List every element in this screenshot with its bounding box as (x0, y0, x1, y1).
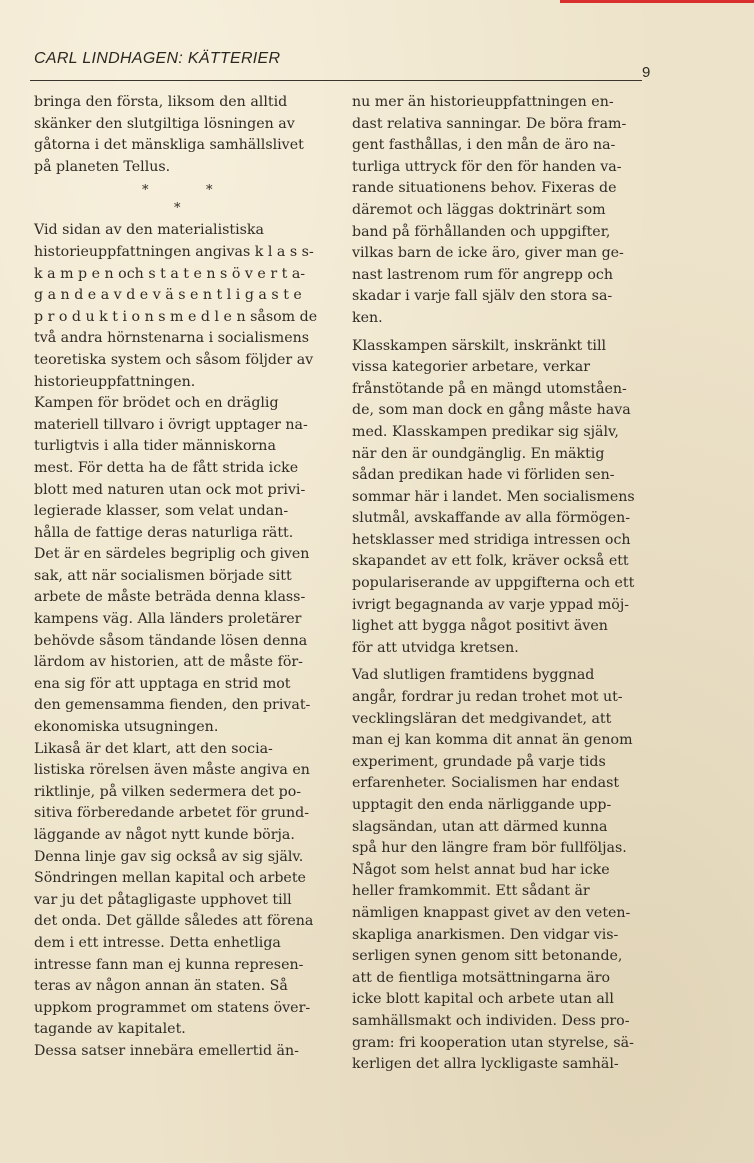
paragraph: Vad slutligen framtidens byggnad angår, fordrar ju redan trohet mot ut- vecklingsläran det medgivandet, att man ej kan komma dit annat än genom experiment, grundade på varje tids erfarenheter. Socialismen har endast upptagit den enda närliggande upp- slagsändan, utan att därmed kunna spå hur den längre fram bör fullföljas. Något som helst annat bud har icke heller framkommit. Ett sådant är nämligen knappast givet av den veten- skapliga anarkismen. Den vidgar vis- serligen synen genom sitt betonande, att de fientliga motsättningarna äro icke blott kapital och arbete utan all samhällsmakt och individen. Dess pro- gram: fri kooperation utan styrelse, sä- kerligen det allra lyckligaste samhäl- (352, 667, 634, 1073)
paragraph: Dessa satser innebära emellertid än- (34, 1042, 299, 1059)
paragraph: Likaså är det klart, att den socia- listiska rörelsen även måste angiva en riktlinje, på vilken sedermera det po- sitiva förberedande arbetet för grund- läggande av något nytt kunde börja. Denna linje gav sig också av sig själv. Söndringen mellan kapital och arbete var ju det påtagligaste upphovet till det onda. Det gällde således att förena dem i ett intresse. Detta enhetliga intresse fann man ej kunna represen- teras av någon annan än staten. Så uppkom programmet om statens över- tagande av kapitalet. (34, 740, 314, 1038)
left-column (34, 92, 328, 1063)
header-rule (30, 80, 642, 81)
asterisk-divider-mark: * (206, 183, 213, 199)
paragraph: Kampen för brödet och en dräglig materiell tillvaro i övrigt upptager na- turligtvis i alla tider människorna mest. För detta ha de fått strida icke blott med naturen utan ock mot privi- legierade klasser, som velat undan- hålla de fattige deras naturliga rätt. Det är en särdeles begriplig och given sak, att när socialismen började sitt arbete de måste beträda denna klass- kampens väg. Alla länders proletärer behövde såsom tändande lösen denna lärdom av historien, att de måste för- ena sig för att upptaga en strid mot den gemensamma fienden, den privat- ekonomiska utsugningen. (34, 395, 311, 736)
paragraph: nu mer än historieuppfattningen en- dast relativa sanningar. De böra fram- gent fasthållas, i den mån de äro na- turliga uttryck för den för handen va- rande situationens behov. Fixeras de däremot och läggas doktrinärt som band på förhållanden och uppgifter, vilkas barn de icke äro, giver man ge- nast lastrenom rum för angrepp och skadar i varje fall själv den stora sa- ken. (352, 94, 627, 326)
right-column (352, 92, 650, 1076)
running-head: CARL LINDHAGEN: KÄTTERIER (34, 50, 281, 67)
paragraph: bringa den första, liksom den alltid skänker den slutgiltiga lösningen av gåtorna i det mänskliga samhällslivet på planeten Tellus. (34, 94, 304, 175)
page-number: 9 (642, 64, 651, 81)
top-edge-strip (560, 0, 754, 3)
paragraph: Vid sidan av den materialistiska historieuppfattningen angivas k l a s s- k a m p e n och s t a t e n s ö v e r t a- g a n d e a v d e v ä s e n t l i g a s t e p r o d u k t i o n s m e d l e n såsom de två andra hörnstenarna i socialismens teoretiska system och såsom följder av historieuppfattningen. (34, 222, 318, 390)
asterisk-divider-mark: * (142, 183, 149, 199)
paragraph: Klasskampen särskilt, inskränkt till vissa kategorier arbetare, verkar frånstötande på en mängd utomståen- de, som man dock en gång måste hava med. Klasskampen predikar sig själv, när den är oundgänglig. En mäktig sådan predikan hade vi förliden sen- sommar här i landet. Men socialismens slutmål, avskaffande av alla förmögen- hetsklasser med stridiga intressen och skapandet av ett folk, kräver också ett populariserande av uppgifterna och ett ivrigt begagnanda av varje yppad möj- lighet att bygga något positivt även för att utvidga kretsen. (352, 337, 635, 656)
section-divider (34, 178, 328, 220)
page-header (30, 48, 670, 88)
asterisk-divider-mark: * (174, 201, 181, 217)
